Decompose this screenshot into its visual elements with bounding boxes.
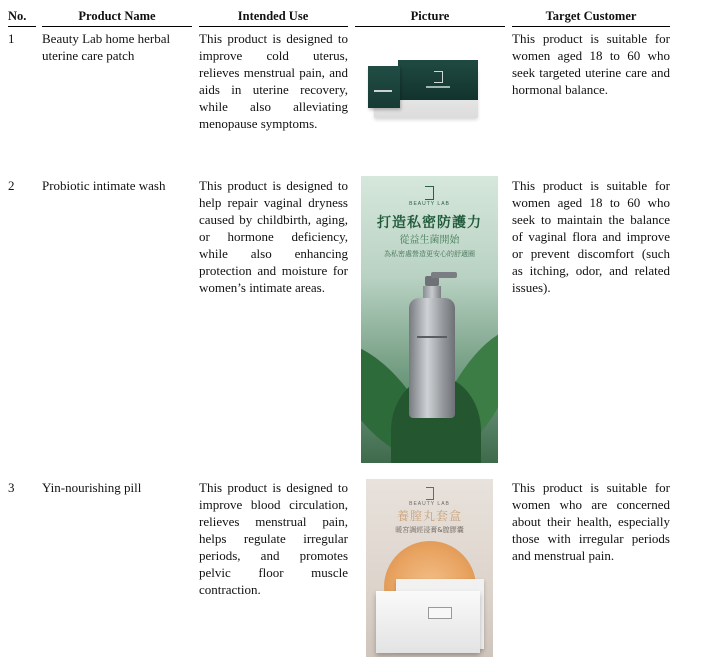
row-1-product-name: Beauty Lab home herbal uterine care patch — [42, 31, 171, 63]
pill-brand-logo-icon — [426, 487, 434, 500]
header-rule-picture — [355, 26, 505, 27]
wash-subline-2: 為私密處營造更安心的舒適圈 — [384, 250, 475, 258]
header-intended-use: Intended Use — [237, 9, 309, 23]
wash-bottle-body — [409, 298, 455, 418]
wash-brand-text: BEAUTY LAB — [409, 201, 450, 207]
row-2-no: 2 — [8, 178, 15, 193]
patch-sachet — [368, 66, 400, 108]
patch-box-logo-icon — [434, 71, 443, 83]
row-2-product-image — [361, 176, 498, 463]
row-1-intended-use: This product is designed to improve cold uterus, relieves menstrual pain, and aids in uterine recovery, while also alleviating menopause symptoms. — [199, 31, 348, 131]
header-rule-use — [199, 26, 348, 27]
row-3-target-customer: This product is suitable for women who are concerned about their health, especially those with irregular periods and menstrual pain. — [512, 480, 670, 563]
pill-box-tab — [428, 607, 452, 619]
pill-subline: 暖宮調經浸膏&膣膠囊 — [395, 526, 464, 534]
header-no: No. — [8, 9, 27, 23]
wash-brand-logo-icon — [425, 186, 434, 200]
header-rule-no — [8, 26, 36, 27]
row-1-product-image — [358, 30, 504, 130]
row-2-product-name: Probiotic intimate wash — [42, 178, 166, 193]
header-rule-target — [512, 26, 670, 27]
pill-headline: 養膣丸套盒 — [396, 509, 462, 523]
patch-box-lid — [398, 60, 478, 100]
row-3-product-name: Yin-nourishing pill — [42, 480, 142, 495]
row-2-target-customer: This product is suitable for women aged 18 to 60 who seek to maintain the balance of vaginal flora and improve or prevent discomfort (such as itching, odor, and related issues). — [512, 178, 670, 295]
wash-headline: 打造私密防護力 — [377, 215, 482, 231]
row-2-intended-use: This product is designed to help repair vaginal dryness caused by childbirth, aging, or hormone deficiency, while also enhancing protection and moisture for women’s intimate areas. — [199, 178, 348, 295]
row-3-no: 3 — [8, 480, 15, 495]
wash-bottle-label — [417, 336, 447, 338]
header-picture: Picture — [410, 9, 450, 23]
wash-subline-1: 從益生菌開始 — [399, 235, 460, 246]
wash-bottle-nozzle — [431, 272, 457, 278]
patch-box-label-line — [426, 86, 450, 88]
header-product-name: Product Name — [78, 9, 156, 23]
row-1-no: 1 — [8, 31, 15, 46]
header-target-customer: Target Customer — [545, 9, 637, 23]
patch-sachet-label — [374, 90, 392, 92]
pill-box-front — [376, 591, 480, 653]
row-3-product-image — [366, 479, 493, 657]
row-3-intended-use: This product is designed to improve blood circulation, relieves menstrual pain, helps regulate irregular periods, and promotes pelvic floor muscle contraction. — [199, 480, 348, 597]
pill-brand-text: BEAUTY LAB — [409, 501, 450, 507]
row-1-target-customer: This product is suitable for women aged 18 to 60 who seek targeted uterine care and hormonal balance. — [512, 31, 670, 97]
header-rule-name — [42, 26, 192, 27]
